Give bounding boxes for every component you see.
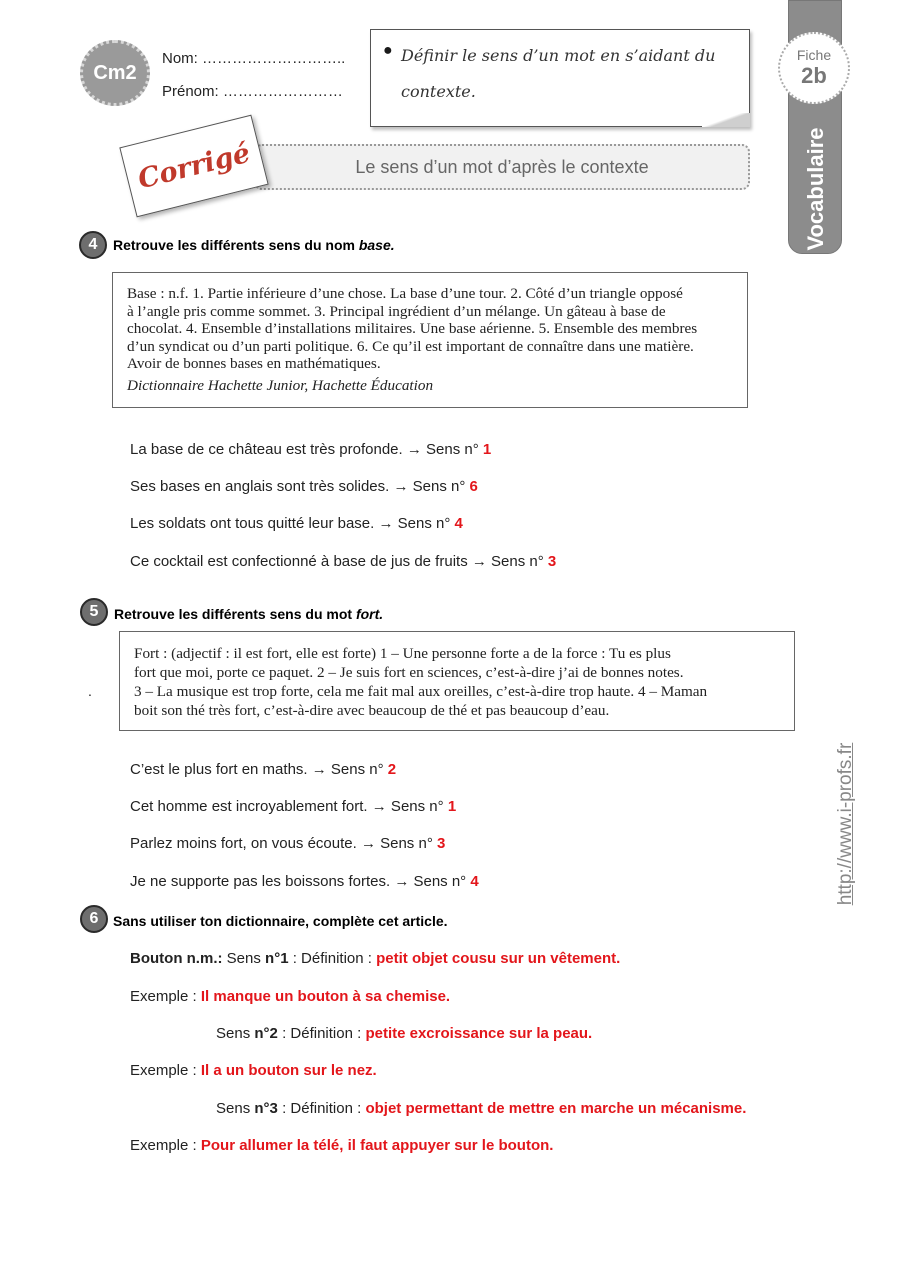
bullet-icon: ● <box>383 42 393 59</box>
dict-line: à l’angle pris comme sommet. 3. Principal ingrédient d’un mélange. Un gâteau à base de <box>127 302 666 320</box>
exercise-5-title: Retrouve les différents sens du mot fort. <box>114 606 384 622</box>
exercise-6-title: Sans utiliser ton dictionnaire, complète cet article. <box>113 913 448 929</box>
objective-box <box>370 29 750 127</box>
prenom-dots: …………………… <box>222 83 343 100</box>
prenom-line <box>162 83 343 100</box>
sense-3-definition: Sens n°3 : Définition : objet permettant de mettre en marche un mécanisme. <box>216 1100 747 1117</box>
exercise-4-number: 4 <box>79 231 107 259</box>
dict-line: fort que moi, porte ce paquet. 2 – Je suis fort en sciences, c’est-à-dire j’ai de bonnes notes. <box>134 664 684 681</box>
answer: 2 <box>387 761 397 778</box>
site-url-link[interactable]: http://www.i-profs.fr <box>835 742 856 906</box>
sense-1-definition: Bouton n.m.: Sens n°1 : Définition : petit objet cousu sur un vêtement. <box>130 950 621 967</box>
answer: 4 <box>470 873 479 890</box>
objective-text: Définir le sens d’un mot en s’aidant du contexte. <box>401 46 716 101</box>
exercise-5-number: 5 <box>80 598 108 626</box>
answer: petite excroissance sur la peau. <box>365 1025 593 1042</box>
nom-line <box>162 50 345 67</box>
exercise-5-item: Parlez moins fort, on vous écoute. → Sens n° 3 <box>130 835 446 852</box>
nom-dots: ……………………….. <box>202 50 346 67</box>
page-curl-decoration <box>702 113 750 127</box>
answer: objet permettant de mettre en marche un mécanisme. <box>365 1100 747 1117</box>
dict-line: Avoir de bonnes bases en mathématiques. <box>127 355 381 373</box>
sense-1-example: Exemple : Il manque un bouton à sa chemise. <box>130 988 451 1005</box>
stray-dot: . <box>88 683 92 699</box>
dict-line: chocolat. 4. Ensemble d’installations militaires. Une base aérienne. 5. Ensemble des membres <box>127 320 698 338</box>
corrige-label: Corrigé <box>134 137 254 195</box>
fiche-badge <box>778 32 850 104</box>
exercise-5-item: C’est le plus fort en maths. → Sens n° 2 <box>130 761 397 778</box>
dict-source: Dictionnaire Hachette Junior, Hachette Éducation <box>127 376 434 394</box>
fiche-label: Fiche <box>796 47 832 63</box>
answer: 1 <box>447 798 457 815</box>
answer: 3 <box>547 553 557 570</box>
answer: Il a un bouton sur le nez. <box>200 1062 377 1079</box>
subject-tab-label: Vocabulaire <box>803 127 828 251</box>
exercise-4-item: Ce cocktail est confectionné à base de jus de fruits → Sens n° 3 <box>130 553 557 570</box>
exercise-4-item: La base de ce château est très profonde. → Sens n° 1 <box>130 441 492 458</box>
exercise-4-item: Ses bases en anglais sont très solides. → Sens n° 6 <box>130 478 478 495</box>
corrige-stamp <box>119 115 268 218</box>
answer: Pour allumer la télé, il faut appuyer sur le bouton. <box>200 1137 554 1154</box>
dict-line: Fort : (adjectif : il est fort, elle est forte) 1 – Une personne forte a de la force : Tu es plus <box>134 645 671 662</box>
nom-label: Nom: <box>162 50 198 67</box>
dictionary-entry-fort <box>119 631 795 731</box>
exercise-4-item: Les soldats ont tous quitté leur base. → Sens n° 4 <box>130 515 463 532</box>
answer: petit objet cousu sur un vêtement. <box>376 950 621 967</box>
answer: Il manque un bouton à sa chemise. <box>200 988 451 1005</box>
prenom-label: Prénom: <box>162 83 219 100</box>
dict-line: Base : n.f. 1. Partie inférieure d’une chose. La base d’une tour. 2. Côté d’un triangle opposé <box>127 285 683 302</box>
dict-line: boit son thé très fort, c’est-à-dire avec beaucoup de thé et pas beaucoup d’eau. <box>134 702 610 719</box>
dict-line: d’un syndicat ou d’un parti politique. 6. Ce qu’il est important de connaître dans une matière. <box>127 337 694 355</box>
exercise-6-number: 6 <box>80 905 108 933</box>
dict-line: 3 – La musique est trop forte, cela me fait mal aux oreilles, c’est-à-dire trop haute. 4 – Maman <box>134 683 708 700</box>
answer: 1 <box>482 441 492 458</box>
sense-3-example: Exemple : Pour allumer la télé, il faut appuyer sur le bouton. <box>130 1137 554 1154</box>
dictionary-entry-base <box>112 272 748 408</box>
answer: 3 <box>436 835 446 852</box>
answer: 6 <box>469 478 478 495</box>
fiche-number: 2b <box>801 63 827 88</box>
exercise-5-item: Cet homme est incroyablement fort. → Sens n° 1 <box>130 798 457 815</box>
exercise-4-title: Retrouve les différents sens du nom base. <box>113 237 395 253</box>
level-badge: Cm2 <box>80 40 150 106</box>
sense-2-example: Exemple : Il a un bouton sur le nez. <box>130 1062 377 1079</box>
sense-2-definition: Sens n°2 : Définition : petite excroissance sur la peau. <box>216 1025 593 1042</box>
exercise-5-item: Je ne supporte pas les boissons fortes. → Sens n° 4 <box>130 873 479 890</box>
answer: 4 <box>454 515 463 532</box>
page-title: Le sens d’un mot d’après le contexte <box>254 144 750 190</box>
